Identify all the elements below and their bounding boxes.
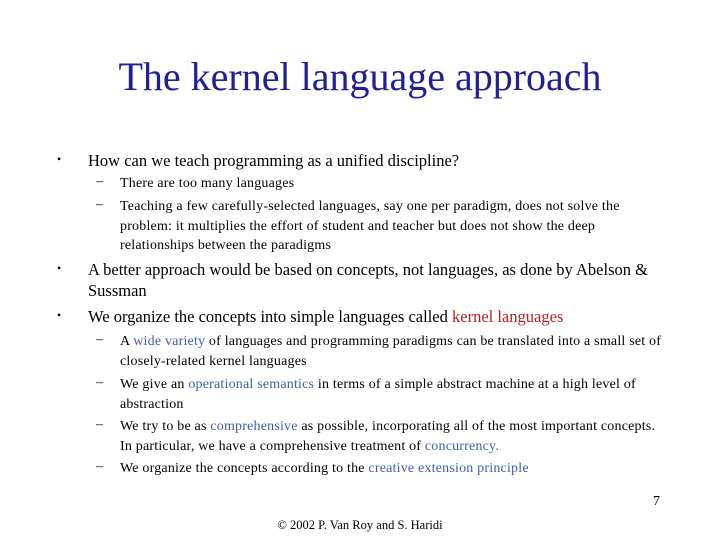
sub-bullet-text	[120, 375, 665, 414]
sub-text-highlight: concurrency.	[424, 438, 500, 454]
sub-bullet-text	[120, 417, 665, 456]
sub-text-highlight: wide variety	[133, 334, 206, 349]
dash-marker: –	[96, 417, 103, 432]
sub-text-plain: We try to be as	[120, 419, 211, 434]
dash-marker: –	[96, 197, 103, 212]
sub-text-plain: of languages and programming paradigms can be translated into a small set of closely-related kernel languages	[120, 334, 662, 369]
bullet-marker: •	[57, 261, 62, 275]
sub-bullet-text	[120, 332, 665, 371]
bullet-text-plain: We organize the concepts into simple languages called	[88, 307, 452, 326]
sub-text-plain: We give an	[120, 377, 189, 392]
sub-text-plain: as possible, incorporating all of the most important concepts. In particular, we have a comprehensive treatment of	[120, 419, 656, 454]
sub-text-highlight: operational semantics	[188, 377, 315, 392]
slide-title: The kernel language approach	[118, 54, 602, 99]
bullet-text	[88, 306, 668, 327]
sub-text-plain: in terms of a simple abstract machine at a high level of abstraction	[120, 377, 636, 412]
sub-text-plain: We organize the concepts according to the	[120, 461, 369, 476]
sub-bullet-text: Teaching a few carefully-selected languages, say one per paradigm, does not solve the problem: it multiplies the effort of student and teacher but does not show the deep relationships between the paradigms	[120, 199, 620, 253]
bullet-text: How can we teach programming as a unified discipline?	[88, 151, 460, 170]
bullet-marker: •	[57, 152, 62, 166]
sub-bullet-text: There are too many languages	[120, 176, 295, 191]
page-number: 7	[653, 494, 660, 509]
bullet-marker: •	[57, 308, 62, 322]
dash-marker: –	[96, 174, 103, 189]
dash-marker: –	[96, 459, 103, 474]
kernel-languages-highlight: kernel languages	[452, 307, 564, 326]
sub-text-highlight: comprehensive	[210, 419, 298, 434]
dash-marker: –	[96, 375, 103, 390]
dash-marker: –	[96, 332, 103, 347]
sub-bullet-text	[120, 459, 665, 479]
bullet-text: A better approach would be based on concepts, not languages, as done by Abelson & Sussman	[88, 260, 648, 300]
sub-text-plain: A	[120, 334, 134, 349]
sub-text-highlight: creative extension principle	[368, 461, 529, 476]
copyright-footer: © 2002 P. Van Roy and S. Haridi	[277, 518, 443, 532]
